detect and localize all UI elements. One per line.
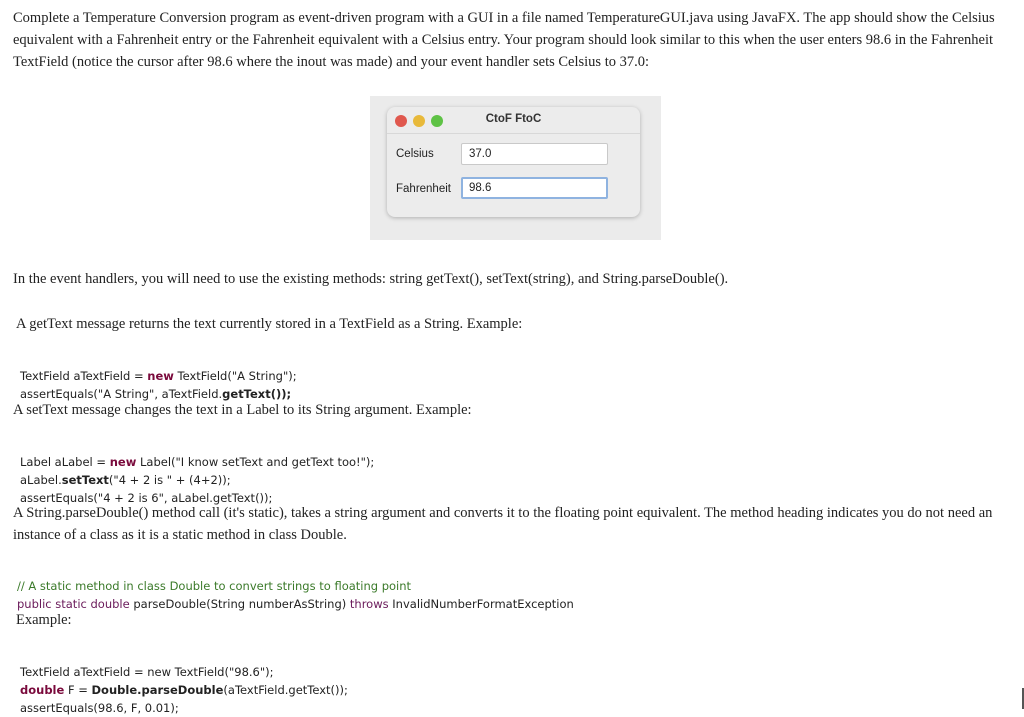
example-code-block [20,645,348,717]
window-title: CtoF FtoC [485,113,542,125]
code-line: public static double parseDouble(String numberAsString) throws InvalidNumberFormatException [17,597,574,611]
parsedouble-code-block [17,559,574,613]
settext-code-block [20,435,374,507]
code-line: assertEquals(98.6, F, 0.01); [20,701,179,715]
celsius-textfield[interactable]: 37.0 [461,143,608,165]
settext-paragraph: A setText message changes the text in a Label to its String argument. Example: [13,402,472,418]
code-line: double F = Double.parseDouble(aTextField.getText()); [20,683,348,697]
code-line: assertEquals("A String", aTextField.getText()); [20,387,292,401]
fahrenheit-label: Fahrenheit [396,183,451,195]
code-line: aLabel.setText("4 + 2 is " + (4+2)); [20,473,231,487]
gettext-paragraph: A getText message returns the text currently stored in a TextField as a String. Example: [16,316,523,332]
celsius-label: Celsius [396,148,434,160]
example-label: Example: [16,612,72,628]
event-handlers-paragraph: In the event handlers, you will need to use the existing methods: string getText(), setText(string), and String.parseDouble(). [13,271,729,287]
code-line: assertEquals("4 + 2 is 6", aLabel.getText()); [20,491,273,505]
window-titlebar [387,107,640,134]
parsedouble-paragraph: A String.parseDouble() method call (it's static), takes a string argument and converts it to the floating point equivalent. The method heading indicates you do not need an instance of a class as it is a static method in class Double. [13,505,993,543]
code-line: Label aLabel = new Label("I know setText and getText too!"); [20,455,375,469]
code-line: TextField aTextField = new TextField("A String"); [20,369,297,383]
code-line: TextField aTextField = new TextField("98.6"); [20,665,274,679]
gettext-code-block [20,349,297,403]
fahrenheit-textfield[interactable]: 98.6 [461,177,608,199]
intro-paragraph: Complete a Temperature Conversion program as event-driven program with a GUI in a file named TemperatureGUI.java using JavaFX. The app should show the Celsius equivalent with a Fahrenheit entry or the Fahrenheit equivalent with a Celsius entry. Your program should look similar to this when the user enters 98.6 in the Fahrenheit TextField (notice the cursor after 98.6 where the inout was made) and your event handler sets Celsius to 37.0: [13,10,995,70]
javafx-window [387,107,640,217]
code-comment: // A static method in class Double to convert strings to floating point [17,579,412,593]
